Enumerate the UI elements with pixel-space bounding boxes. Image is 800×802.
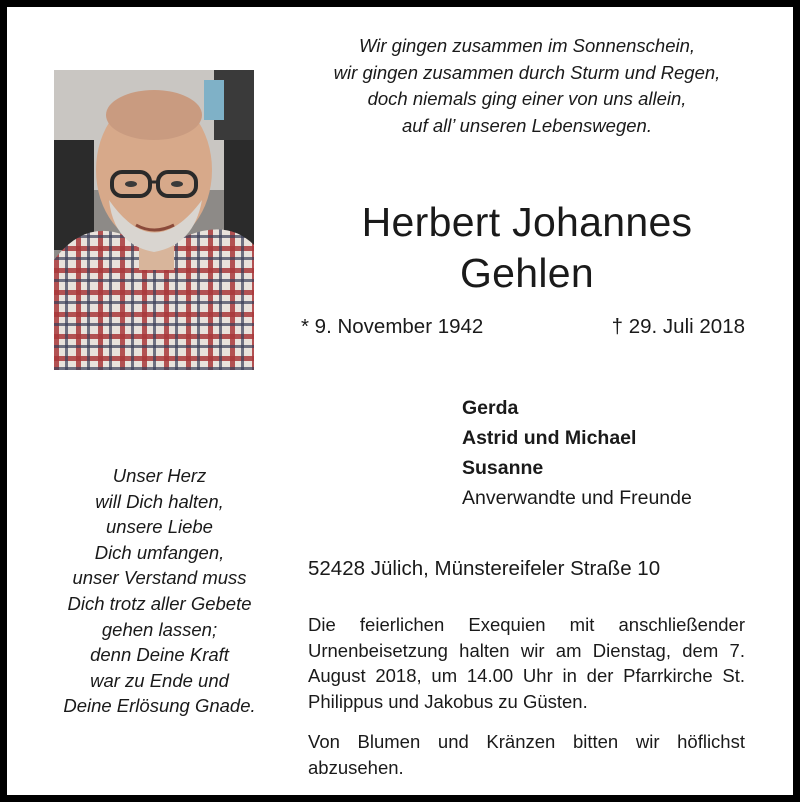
- death-date: † 29. Juli 2018: [611, 315, 745, 338]
- obituary-card: [7, 7, 793, 795]
- name-line: Herbert Johannes: [361, 199, 693, 245]
- poem-line: Wir gingen zusammen im Sonnenschein,: [358, 35, 696, 56]
- portrait-illustration: [54, 70, 254, 370]
- funeral-notice: Die feierlichen Exequien mit anschließender Urnenbeisetzung halten wir am Dienstag, dem 7. August 2018, um 14.00 Uhr in der Pfarrkirche St. Philippus und Jakobus zu Güsten.: [308, 614, 745, 712]
- poem-line: unser Verstand muss: [72, 567, 247, 589]
- family-address: 52428 Jülich, Münstereifeler Straße 10: [308, 557, 661, 580]
- poem-line: gehen lassen;: [101, 618, 218, 640]
- mourners-list: [462, 393, 692, 513]
- poem-line: unsere Liebe: [106, 516, 213, 538]
- deceased-name: [297, 197, 757, 299]
- mourner-name: Astrid und Michael: [462, 427, 637, 449]
- poem-line: Deine Erlösung Gnade.: [63, 695, 256, 717]
- name-line: Gehlen: [459, 250, 594, 296]
- poem-line: Dich umfangen,: [94, 541, 225, 563]
- poem-line: doch niemals ging einer von uns allein,: [367, 88, 687, 109]
- mourner-name: Susanne: [462, 457, 544, 479]
- poem-line: war zu Ende und: [90, 669, 229, 691]
- mourner-others: Anverwandte und Freunde: [462, 487, 692, 509]
- portrait-photo: [54, 70, 254, 370]
- flowers-notice: Von Blumen und Kränzen bitten wir höflichst abzusehen.: [308, 731, 745, 778]
- left-poem: [37, 463, 282, 719]
- poem-line: Unser Herz: [112, 465, 207, 486]
- mourner-name: Gerda: [462, 397, 519, 419]
- poem-line: wir gingen zusammen durch Sturm und Regen,: [333, 61, 721, 83]
- top-poem: [297, 33, 757, 139]
- poem-line: auf all’ unseren Lebenswegen.: [402, 114, 652, 136]
- poem-line: denn Deine Kraft: [90, 644, 229, 666]
- birth-date: * 9. November 1942: [301, 315, 484, 338]
- poem-line: will Dich halten,: [95, 490, 224, 512]
- poem-line: Dich trotz aller Gebete: [67, 592, 252, 614]
